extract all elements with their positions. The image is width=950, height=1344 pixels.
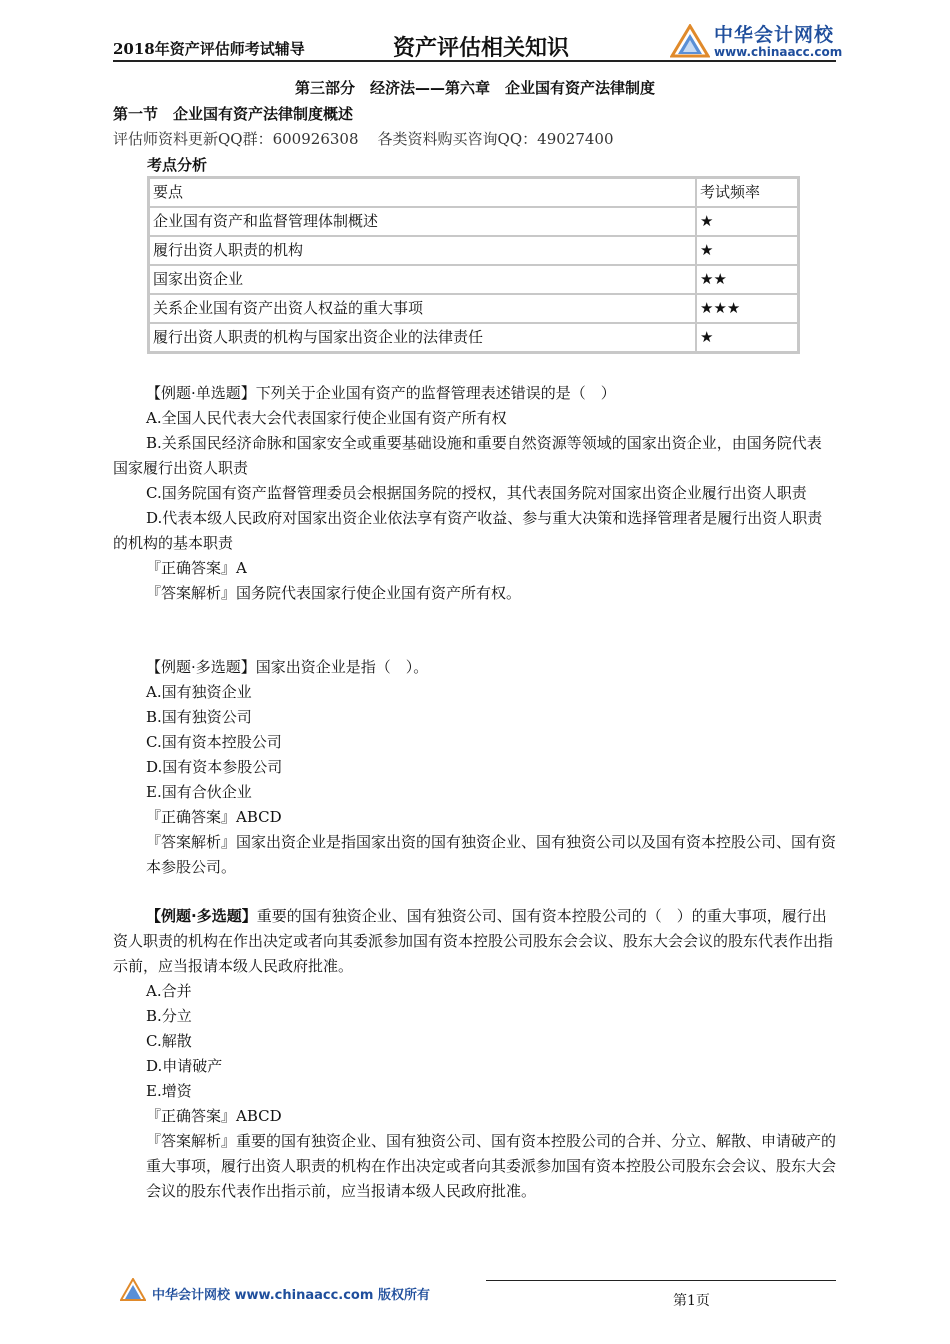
- question-3-tag: 【例题·多选题】: [146, 907, 257, 925]
- table-header-point: 要点: [149, 178, 696, 207]
- table-cell-point: 履行出资人职责的机构: [149, 236, 696, 265]
- option: D.申请破产: [146, 1057, 223, 1075]
- question-2-tag: 【例题·多选题】: [146, 658, 256, 676]
- option: C.解散: [146, 1032, 192, 1050]
- chapter-title: 第三部分 经济法——第六章 企业国有资产法律制度: [294, 79, 655, 97]
- header-subject-title: 资产评估相关知识: [393, 36, 570, 61]
- table-row: [149, 323, 798, 352]
- table-cell-point: 企业国有资产和监督管理体制概述: [149, 207, 696, 236]
- logo-url: www.chinaacc.com: [714, 45, 843, 59]
- analysis-label: 考点分析: [147, 156, 208, 174]
- option: E.增资: [146, 1082, 192, 1100]
- correct-answer: 『正确答案』A: [146, 559, 247, 577]
- option: E.国有合伙企业: [146, 783, 252, 801]
- table-row: [149, 207, 798, 236]
- question-3-stem: [113, 904, 836, 979]
- table-cell-stars: ★: [696, 207, 798, 236]
- exam-points-table: [147, 176, 800, 354]
- header-rule: [113, 60, 836, 62]
- question-2-text: 国家出资企业是指（ ）。: [255, 658, 429, 676]
- option: A.国有独资企业: [146, 683, 252, 701]
- question-3-text: 重要的国有独资企业、国有独资公司、国有资本控股公司的（ ）的重大事项，履行出资人职责的机构在作出决定或者向其委派参加国有资本控股公司股东会会议、股东大会会议的股东代表作出指示前，应当报请本级人民政府批准。: [113, 907, 834, 975]
- table-row: [149, 236, 798, 265]
- option: B.关系国民经济命脉和国家安全或重要基础设施和重要自然资源等领域的国家出资企业，由国务院代表国家履行出资人职责: [113, 434, 822, 477]
- table-row: [149, 265, 798, 294]
- table-cell-point: 履行出资人职责的机构与国家出资企业的法律责任: [149, 323, 696, 352]
- table-cell-stars: ★★: [696, 265, 798, 294]
- option: A.全国人民代表大会代表国家行使企业国有资产所有权: [146, 409, 507, 427]
- logo-triangle-icon: [670, 24, 710, 58]
- option: C.国有资本控股公司: [146, 733, 282, 751]
- question-1: [113, 381, 836, 606]
- page-number: 第1页: [673, 1293, 710, 1309]
- header-course-name: 2018年资产评估师考试辅导: [113, 40, 305, 58]
- question-1-text: 下列关于企业国有资产的监督管理表述错误的是（ ）: [255, 384, 616, 402]
- option: B.分立: [146, 1007, 192, 1025]
- brand-logo[interactable]: [670, 18, 845, 64]
- table-cell-stars: ★: [696, 236, 798, 265]
- correct-answer: 『正确答案』ABCD: [146, 1107, 282, 1125]
- table-row: [149, 294, 798, 323]
- option: C.国务院国有资产监督管理委员会根据国务院的授权，其代表国务院对国家出资企业履行出资人职责: [146, 484, 807, 502]
- footer-logo-icon: [120, 1278, 146, 1302]
- logo-name: 中华会计网校: [714, 24, 835, 46]
- section-heading: 第一节 企业国有资产法律制度概述: [113, 105, 354, 123]
- question-1-tag: 【例题·单选题】: [146, 384, 256, 402]
- table-cell-point: 国家出资企业: [149, 265, 696, 294]
- table-header-row: [149, 178, 798, 207]
- answer-analysis: 『答案解析』国家出资企业是指国家出资的国有独资企业、国有独资公司以及国有资本控股公司、国有资本参股公司。: [146, 833, 837, 876]
- correct-answer: 『正确答案』ABCD: [146, 808, 282, 826]
- option: D.代表本级人民政府对国家出资企业依法享有资产收益、参与重大决策和选择管理者是履行出资人职责的机构的基本职责: [113, 509, 823, 552]
- table-cell-stars: ★★★: [696, 294, 798, 323]
- qq-info-line: 评估师资料更新QQ群：600926308 各类资料购买咨询QQ：49027400: [113, 130, 614, 148]
- question-1-stem: [113, 381, 836, 406]
- question-3: [113, 904, 836, 1204]
- table-cell-stars: ★: [696, 323, 798, 352]
- answer-analysis: 『答案解析』国务院代表国家行使企业国有资产所有权。: [146, 584, 522, 602]
- option: A.合并: [146, 982, 192, 1000]
- option: D.国有资本参股公司: [146, 758, 283, 776]
- option: B.国有独资公司: [146, 708, 252, 726]
- table-cell-point: 关系企业国有资产出资人权益的重大事项: [149, 294, 696, 323]
- footer-rule: [486, 1280, 836, 1281]
- question-2-stem: [113, 655, 836, 680]
- answer-analysis: 『答案解析』重要的国有独资企业、国有独资公司、国有资本控股公司的合并、分立、解散、申请破产的重大事项，履行出资人职责的机构在作出决定或者向其委派参加国有资本控股公司股东会会议、股东大会会议的股东代表作出指示前，应当报请本级人民政府批准。: [146, 1132, 837, 1200]
- question-2: [113, 655, 836, 880]
- footer-brand-text: 中华会计网校 www.chinaacc.com 版权所有: [152, 1288, 430, 1303]
- table-header-frequency: 考试频率: [696, 178, 798, 207]
